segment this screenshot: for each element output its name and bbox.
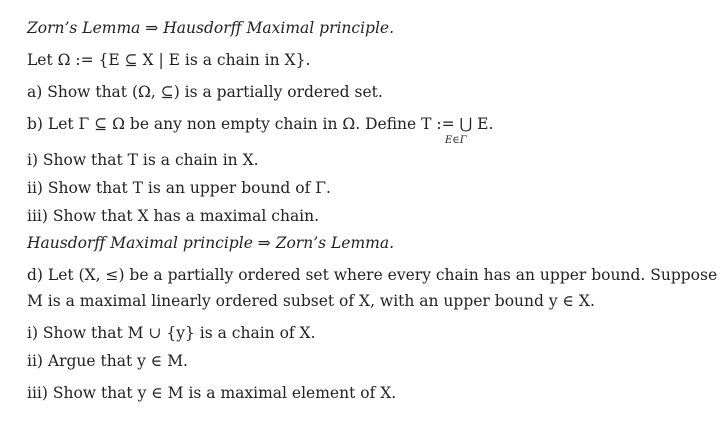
part-d-iii: iii) Show that y ∈ M is a maximal element of X. xyxy=(27,384,397,402)
part-d-line-2: M is a maximal linearly ordered subset of X, with an upper bound y ∈ X. xyxy=(27,292,595,310)
part-d-ii: ii) Argue that y ∈ M. xyxy=(27,352,188,370)
section-heading-hausdorff-to-zorn: Hausdorff Maximal principle ⇒ Zorn’s Lemma. xyxy=(27,234,395,252)
part-b: b) Let Γ ⊆ Ω be any non empty chain in Ω. Define T := ⋃ E. xyxy=(27,115,494,133)
part-b-i: i) Show that T is a chain in X. xyxy=(27,151,259,169)
part-d-line-1: d) Let (X, ≤) be a partially ordered set where every chain has an upper bound. Suppose xyxy=(27,266,718,284)
part-d-i: i) Show that M ∪ {y} is a chain of X. xyxy=(27,324,316,342)
definition-omega: Let Ω := {E ⊆ X | E is a chain in X}. xyxy=(27,51,311,69)
section-heading-zorn-to-hausdorff: Zorn’s Lemma ⇒ Hausdorff Maximal principle. xyxy=(27,19,395,37)
part-b-ii: ii) Show that T is an upper bound of Γ. xyxy=(27,179,331,197)
part-b-iii: iii) Show that X has a maximal chain. xyxy=(27,207,320,225)
union-subscript: E∈Γ xyxy=(445,135,467,146)
part-a: a) Show that (Ω, ⊆) is a partially ordered set. xyxy=(27,83,383,101)
